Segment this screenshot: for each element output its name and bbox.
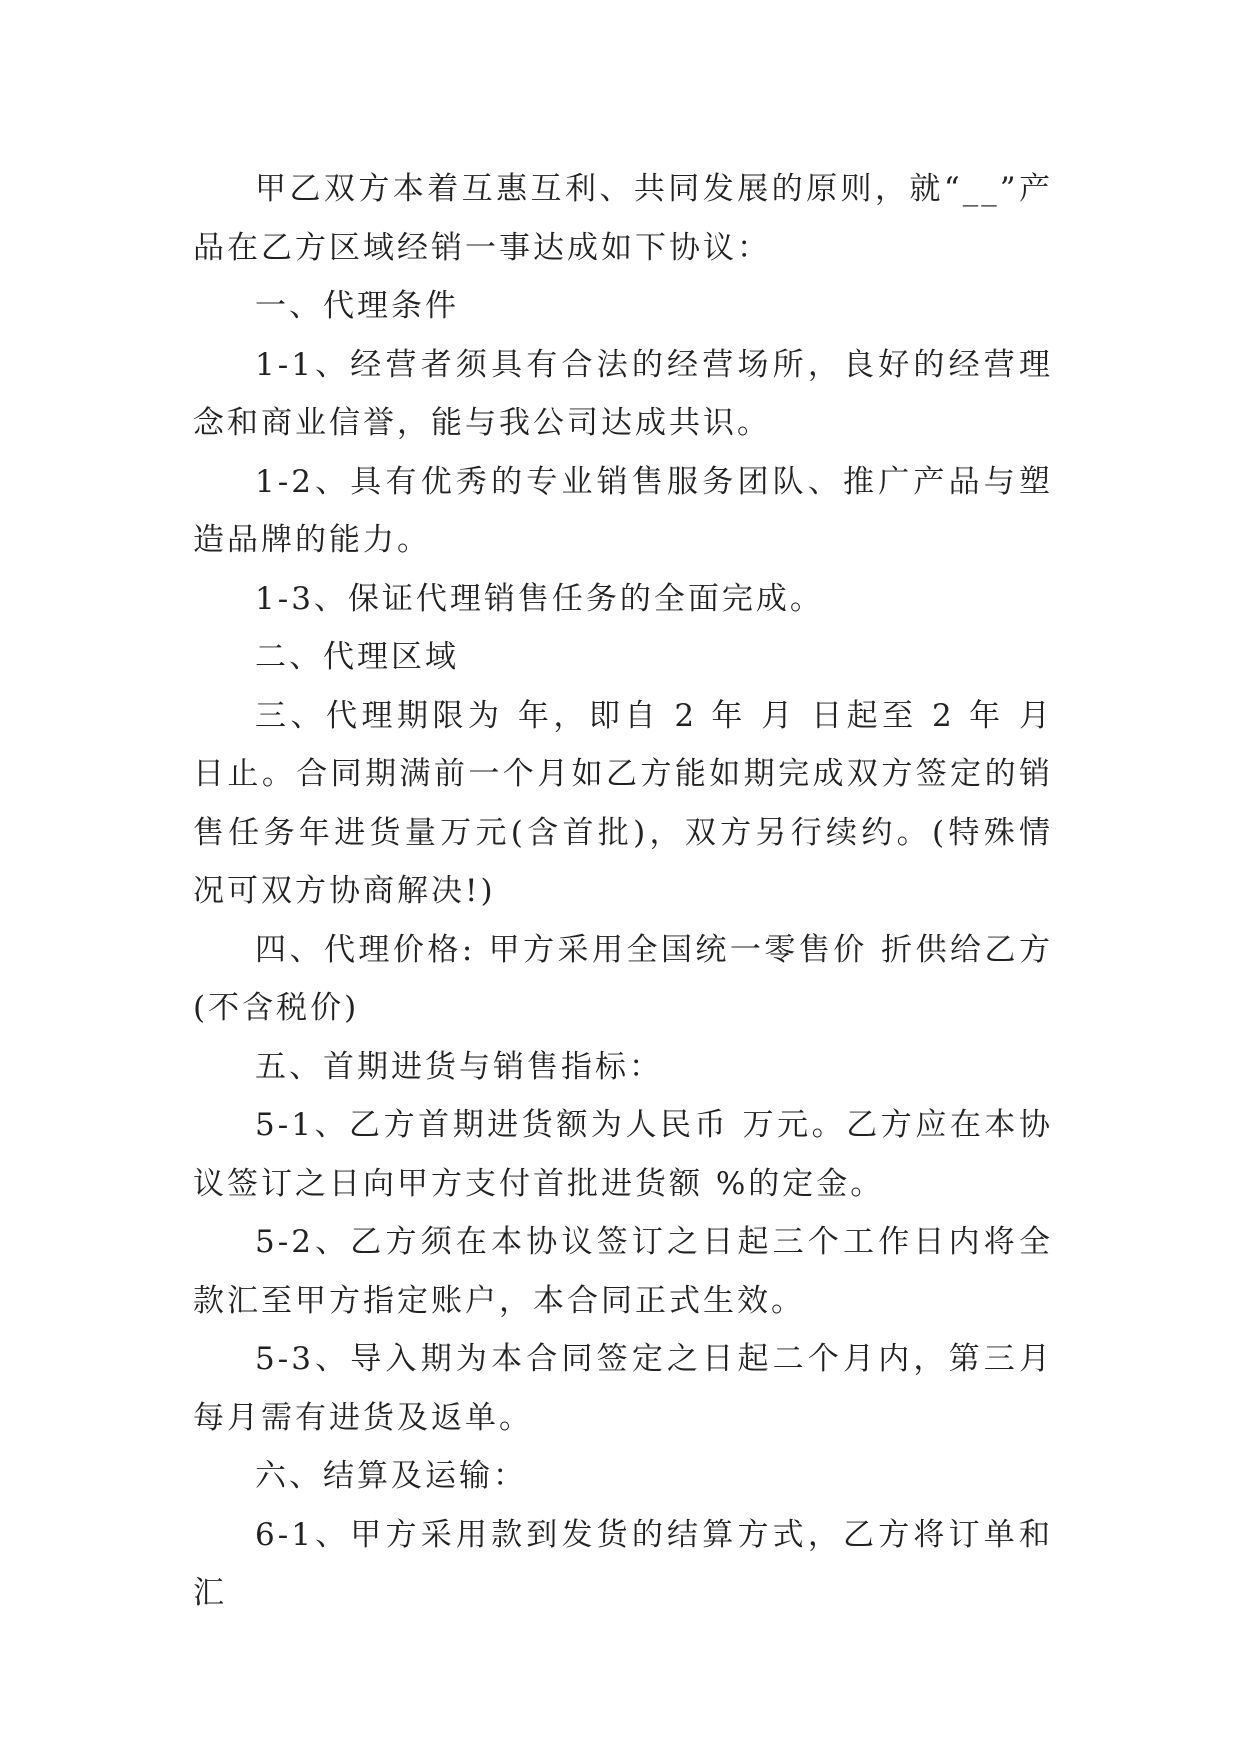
clause-1-2: 1-2、具有优秀的专业销售服务团队、推广产品与塑造品牌的能力。	[193, 463, 1053, 558]
paragraph-intro: 甲乙双方本着互惠互利、共同发展的原则，就“__”产品在乙方区域经销一事达成如下协议：	[193, 171, 1053, 266]
heading-agency-region: 二、代理区域	[255, 639, 459, 675]
clause-agency-term: 三、代理期限为 年，即自 2 年 月 日起至 2 年 月 日止。合同期满前一个月如乙方能如期完成双方签定的销售任务年进货量万元(含首批)，双方另行续约。(特殊情况可双方协商解决!)	[193, 697, 1053, 909]
clause-6-1: 6-1、甲方采用款到发货的结算方式，乙方将订单和汇	[193, 1516, 1053, 1611]
clause-5-3: 5-3、导入期为本合同签定之日起二个月内，第三月每月需有进货及返单。	[193, 1341, 1053, 1436]
clause-agency-price: 四、代理价格: 甲方采用全国统一零售价 折供给乙方(不含税价)	[193, 931, 1053, 1026]
heading-initial-order: 五、首期进货与销售指标：	[255, 1048, 663, 1085]
clause-1-1: 1-1、经营者须具有合法的经营场所，良好的经营理念和商业信誉，能与我公司达成共识。	[193, 346, 1053, 441]
heading-settlement: 六、结算及运输：	[255, 1458, 527, 1494]
clause-5-2: 5-2、乙方须在本协议签订之日起三个工作日内将全款汇至甲方指定账户，本合同正式生效。	[193, 1224, 1053, 1319]
document-body	[193, 160, 1053, 1623]
clause-5-1: 5-1、乙方首期进货额为人民币 万元。乙方应在本协议签订之日向甲方支付首批进货额 %的定金。	[193, 1107, 1053, 1202]
heading-agency-conditions: 一、代理条件	[255, 288, 459, 324]
clause-1-3: 1-3、保证代理销售任务的全面完成。	[255, 580, 824, 617]
